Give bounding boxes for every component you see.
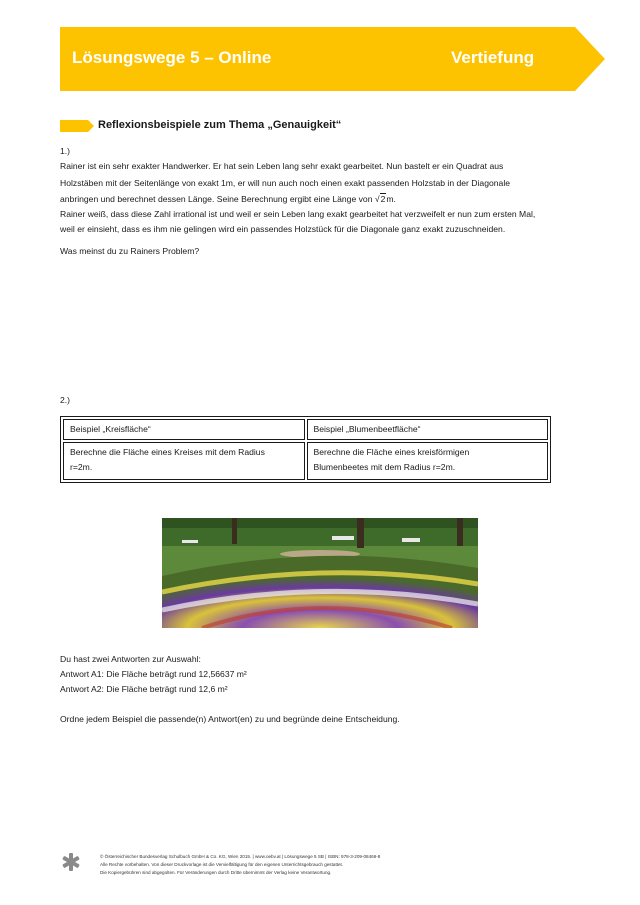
task1-number: 1.) bbox=[60, 146, 71, 156]
answer-a2: Antwort A2: Die Fläche beträgt rund 12,6 m² bbox=[60, 684, 228, 694]
footer-line: Die Kopiergebühren sind abgegolten. Für Veränderungen durch Dritte übernimmt der Verlag keine Verantwortung. bbox=[100, 870, 332, 875]
footer-copyright bbox=[100, 853, 380, 877]
header-tag: Vertiefung bbox=[451, 48, 535, 67]
task1-line-3-unit: m. bbox=[386, 194, 396, 204]
footer-line: © Österreichischer Bundesverlag Schulbuch GmbH & Co. KG, Wien 2015. | www.oebv.at | Lösungswege 5 SB | ISBN: 978-3-209-08466-8 bbox=[100, 854, 381, 859]
task1-question: Was meinst du zu Rainers Problem? bbox=[60, 246, 200, 256]
answers-intro: Du hast zwei Antworten zur Auswahl: bbox=[60, 654, 201, 664]
task1-line-5: weil er einsieht, dass es ihm nie gelingen wird ein passendes Holzstück für die Diagonale ganz exakt zuzuschneiden. bbox=[60, 224, 506, 234]
task1-line-4: Rainer weiß, dass diese Zahl irrational ist und weil er sein Leben lang exakt gearbeitet hat verzweifelt er nun zum ersten Mal, bbox=[60, 209, 536, 219]
table-cell-kreisflaeche bbox=[63, 442, 305, 480]
sqrt-expression bbox=[375, 192, 387, 207]
task1-line-3-text: anbringen und berechnet dessen Länge. Seine Berechnung ergibt eine Länge von bbox=[60, 194, 373, 204]
task2-instruction: Ordne jedem Beispiel die passende(n) Antwort(en) zu und begründe deine Entscheidung. bbox=[60, 714, 400, 724]
cell-line: Berechne die Fläche eines kreisförmigen bbox=[313, 447, 470, 457]
table-header-blumenbeet: Beispiel „Blumenbeetfläche“ bbox=[307, 419, 549, 440]
task1-line-2: Holzstäben mit der Seitenlänge von exakt 1m, er will nun auch noch einen exakt passenden Holzstab in der Diagonale bbox=[60, 178, 511, 188]
answer-a1: Antwort A1: Die Fläche beträgt rund 12,56637 m² bbox=[60, 669, 247, 679]
sqrt-radicand: 2 bbox=[380, 194, 386, 204]
cell-line: Blumenbeetes mit dem Radius r=2m. bbox=[313, 462, 456, 472]
footer-line: Alle Rechte vorbehalten. Von dieser Druckvorlage ist die Vervielfältigung für den eigenen Unterrichtsgebrauch gestattet. bbox=[100, 862, 344, 867]
section-marker-icon bbox=[60, 120, 94, 132]
cell-line: Berechne die Fläche eines Kreises mit dem Radius bbox=[70, 447, 265, 457]
header-banner bbox=[60, 27, 605, 91]
table-header-kreisflaeche: Beispiel „Kreisfläche“ bbox=[63, 419, 305, 440]
task1-line-1: Rainer ist ein sehr exakter Handwerker. Er hat sein Leben lang sehr exakt gearbeitet. Nun bastelt er ein Quadrat aus bbox=[60, 161, 504, 171]
table-cell-blumenbeet bbox=[307, 442, 549, 480]
cell-line: r=2m. bbox=[70, 462, 93, 472]
table-header-row bbox=[63, 419, 548, 440]
comparison-table bbox=[60, 416, 551, 483]
section-heading-label: Reflexionsbeispiele zum Thema „Genauigkeit“ bbox=[98, 119, 342, 131]
task2-number: 2.) bbox=[60, 395, 71, 405]
table-row bbox=[63, 442, 548, 480]
header-title: Lösungswege 5 – Online bbox=[72, 48, 272, 67]
sqrt-symbol: √ bbox=[374, 194, 380, 204]
asterisk-logo bbox=[60, 852, 82, 872]
task1-line-3 bbox=[60, 192, 396, 207]
flowerbed-photo bbox=[162, 518, 478, 628]
